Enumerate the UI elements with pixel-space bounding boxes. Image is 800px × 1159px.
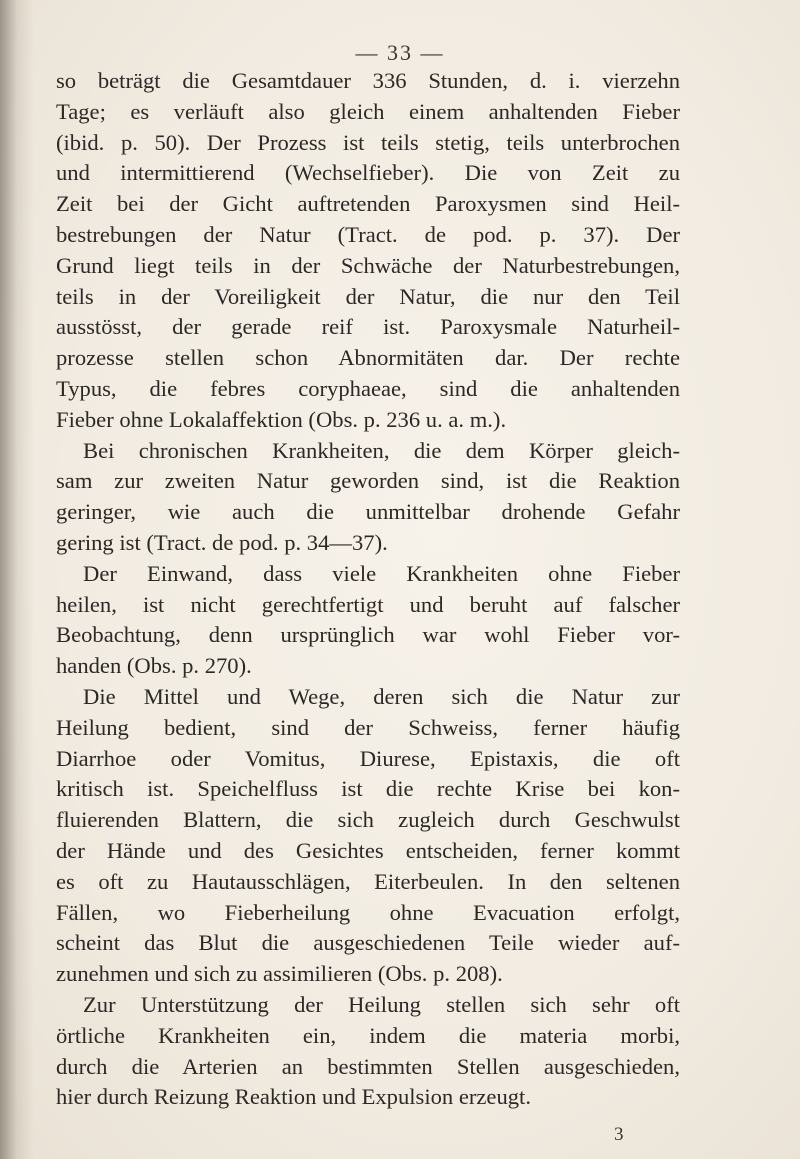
text-line: der Hände und des Gesichtes entscheiden, ferner kommt: [56, 837, 680, 863]
text-line: teils in der Voreiligkeit der Natur, die nur den Teil: [56, 283, 680, 309]
text-line: Heilung bedient, sind der Schweiss, ferner häufig: [56, 714, 680, 740]
page-number: — 33 —: [355, 40, 445, 65]
text-line: heilen, ist nicht gerechtfertigt und beruht auf falscher: [56, 591, 680, 617]
text-line: Fieber ohne Lokalaffektion (Obs. p. 236 u. a. m.).: [56, 406, 507, 432]
text-line: Zur Unterstützung der Heilung stellen sich sehr oft: [83, 991, 680, 1017]
text-line: ausstösst, der gerade reif ist. Paroxysmale Naturheil-: [56, 314, 680, 340]
text-line: geringer, wie auch die unmittelbar drohende Gefahr: [56, 499, 680, 525]
text-line: prozesse stellen schon Abnormitäten dar. Der rechte: [56, 345, 680, 371]
text-line: fluierenden Blattern, die sich zugleich durch Geschwulst: [56, 807, 680, 833]
text-line: Grund liegt teils in der Schwäche der Naturbestrebungen,: [56, 252, 680, 278]
text-line: Beobachtung, denn ursprünglich war wohl Fieber vor-: [56, 622, 680, 648]
text-line: durch die Arterien an bestimmten Stellen ausgeschieden,: [56, 1053, 680, 1079]
text-line: Zeit bei der Gicht auftretenden Paroxysmen sind Heil-: [56, 191, 680, 217]
body-text: [56, 66, 680, 1113]
text-line: örtliche Krankheiten ein, indem die materia morbi,: [56, 1022, 680, 1048]
text-line: gering ist (Tract. de pod. p. 34—37).: [56, 529, 388, 555]
text-line: (ibid. p. 50). Der Prozess ist teils stetig, teils unterbrochen: [56, 129, 680, 155]
text-line: so beträgt die Gesamtdauer 336 Stunden, d. i. vierzehn: [56, 68, 680, 93]
text-line: hier durch Reizung Reaktion und Expulsion erzeugt.: [56, 1084, 531, 1110]
text-line: und intermittierend (Wechselfieber). Die von Zeit zu: [56, 160, 680, 186]
text-line: Tage; es verläuft also gleich einem anhaltenden Fieber: [56, 98, 680, 124]
text-line: Bei chronischen Krankheiten, die dem Körper gleich-: [83, 437, 680, 463]
text-line: bestrebungen der Natur (Tract. de pod. p. 37). Der: [56, 221, 680, 247]
text-line: Die Mittel und Wege, deren sich die Natur zur: [83, 683, 680, 709]
text-line: zunehmen und sich zu assimilieren (Obs. p. 208).: [56, 961, 503, 987]
text-line: Fällen, wo Fieberheilung ohne Evacuation erfolgt,: [56, 899, 680, 925]
text-line: sam zur zweiten Natur geworden sind, ist die Reaktion: [56, 468, 680, 494]
text-line: kritisch ist. Speichelfluss ist die rechte Krise bei kon-: [56, 776, 680, 802]
signature-mark: 3: [614, 1124, 624, 1145]
binding-shadow: [0, 0, 34, 1159]
text-line: Typus, die febres coryphaeae, sind die anhaltenden: [56, 375, 680, 401]
text-line: Der Einwand, dass viele Krankheiten ohne Fieber: [83, 560, 680, 586]
text-line: Diarrhoe oder Vomitus, Diurese, Epistaxis, die oft: [56, 745, 680, 771]
text-line: es oft zu Hautausschlägen, Eiterbeulen. In den seltenen: [56, 868, 680, 894]
text-line: handen (Obs. p. 270).: [56, 653, 252, 679]
text-line: scheint das Blut die ausgeschiedenen Teile wieder auf-: [56, 930, 680, 956]
